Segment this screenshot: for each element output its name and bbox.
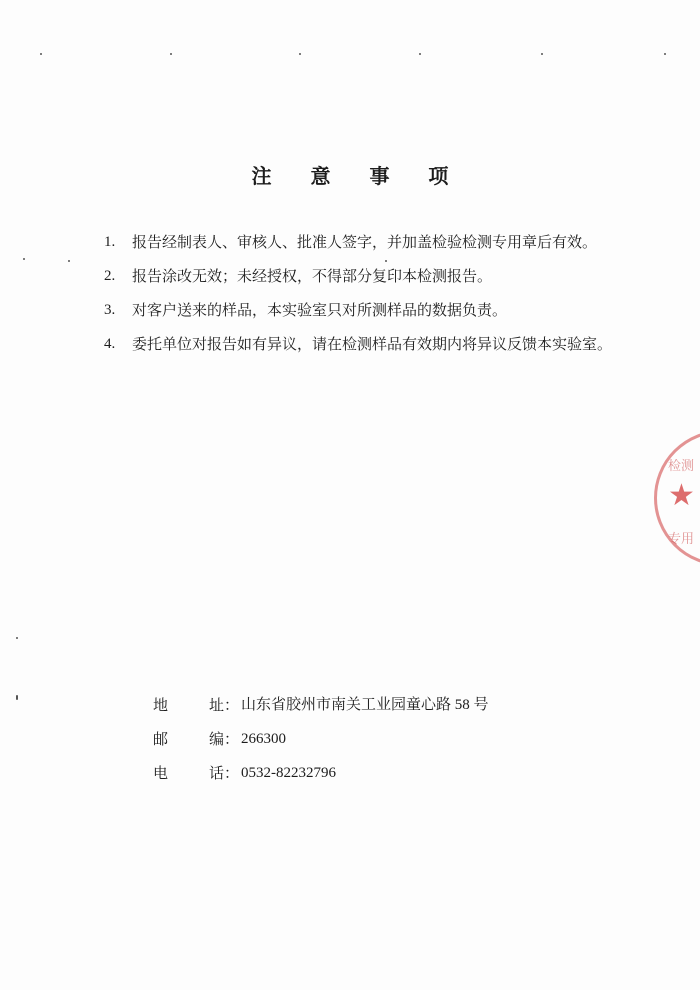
contact-block	[153, 688, 489, 790]
scan-speck	[541, 53, 543, 55]
scan-speck	[40, 53, 42, 55]
scan-speck	[16, 695, 18, 700]
phone-label: 电 话：	[153, 764, 239, 782]
list-item	[104, 327, 624, 361]
postcode-value: 266300	[241, 731, 286, 747]
scan-speck	[16, 637, 18, 639]
phone-row	[153, 756, 489, 790]
notes-list	[104, 225, 624, 361]
list-item	[104, 293, 624, 327]
scan-speck	[299, 53, 301, 55]
item-number: 3.	[104, 302, 116, 318]
postcode-label: 邮 编：	[153, 730, 239, 748]
item-text: 报告涂改无效；未经授权，不得部分复印本检测报告。	[132, 267, 493, 285]
address-row	[153, 688, 489, 722]
scan-speck	[664, 53, 666, 55]
list-item	[104, 259, 624, 293]
item-number: 1.	[104, 234, 116, 250]
item-text: 对客户送来的样品，本实验室只对所测样品的数据负责。	[132, 301, 508, 319]
page-title: 注 意 事 项	[251, 164, 465, 188]
item-text: 委托单位对报告如有异议，请在检测样品有效期内将异议反馈本实验室。	[132, 335, 613, 353]
scan-speck	[68, 260, 70, 262]
seal-text-top: 检测	[668, 459, 695, 474]
scan-speck	[170, 53, 172, 55]
address-label: 地 址：	[153, 696, 239, 714]
address-value: 山东省胶州市南关工业园童心路 58 号	[241, 697, 489, 713]
item-number: 4.	[104, 336, 116, 352]
list-item	[104, 225, 624, 259]
star-icon: ★	[668, 478, 695, 513]
scan-speck	[419, 53, 421, 55]
scan-speck	[23, 258, 25, 260]
phone-value: 0532-82232796	[241, 765, 336, 781]
postcode-row	[153, 722, 489, 756]
item-number: 2.	[104, 268, 116, 284]
seal-text-bottom: 专用	[668, 532, 695, 547]
item-text: 报告经制表人、审核人、批准人签字，并加盖检验检测专用章后有效。	[132, 233, 598, 251]
